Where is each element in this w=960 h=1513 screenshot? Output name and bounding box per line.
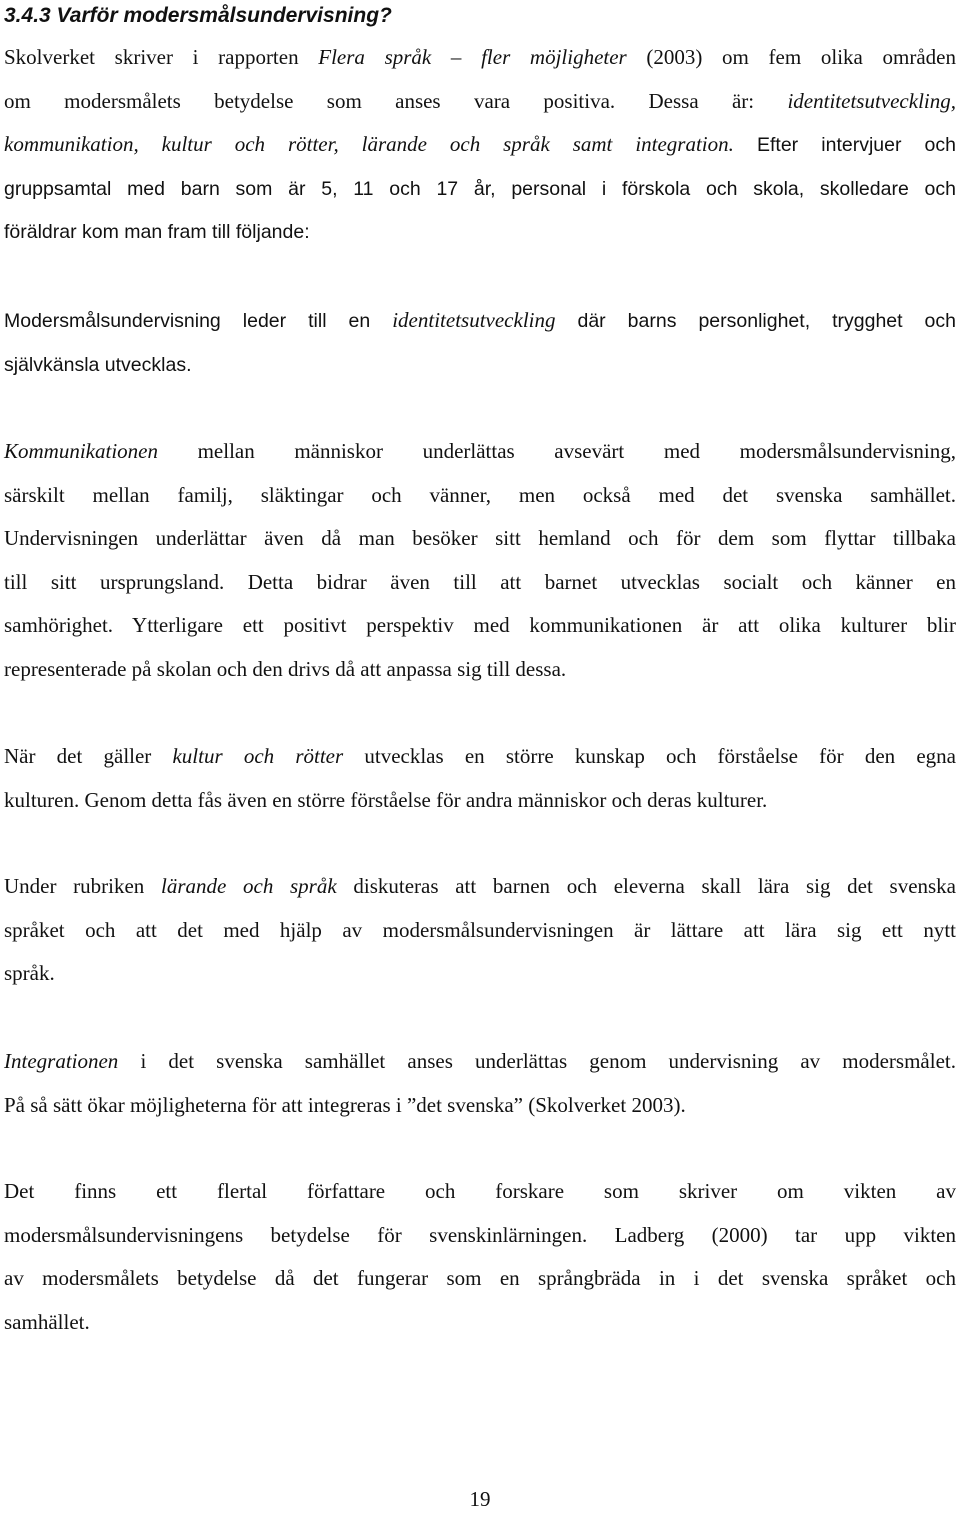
text-run: Under rubriken [4,874,161,898]
text-line [4,80,956,124]
text-line [4,1040,956,1084]
text-run: (2003) om fem olika områden [626,45,956,69]
text-line: samhället. [4,1309,90,1334]
paragraph-integration [4,1040,956,1127]
text-line: samhörighet. Ytterligare ett positivt perspektiv med kommunikationen är att olika kulturer blir [4,613,956,637]
text-run: där barns personlighet, trygghet och [555,310,956,332]
paragraph-intro [4,36,956,255]
text-line: gruppsamtal med barn som är 5, 11 och 17 år, personal i förskola och skola, skolledare och [4,177,956,200]
emphasis-term: kommunikation, kultur och rötter, lärande och språk samt integration. [4,132,734,156]
text-line: modersmålsundervisningens betydelse för svenskinlärningen. Ladberg (2000) tar upp vikten [4,1222,956,1247]
text-run: När det gäller [4,744,173,768]
text-line [4,735,956,779]
text-run: mellan människor underlättas avsevärt med modersmålsundervisning, [157,439,956,463]
paragraph-learning [4,865,956,996]
emphasis-term: kultur och rötter [172,744,344,768]
text-line [4,430,956,474]
paragraph-identity [4,299,956,387]
text-line: Undervisningen underlättar även då man besöker sitt hemland och för dem som flyttar tillbaka [4,526,956,550]
report-title: Flera språk – fler möjligheter [318,45,627,69]
text-line: särskilt mellan familj, släktingar och vänner, men också med det svenska samhället. [4,482,956,507]
text-line: språk. [4,961,55,985]
text-run: Skolverket skriver i rapporten [4,45,319,69]
text-line: av modersmålets betydelse då det fungerar som en språngbräda in i det svenska språket och [4,1266,956,1290]
text-run: diskuteras att barnen och eleverna skall lära sig det svenska [336,874,957,898]
text-run: Modersmålsundervisning leder till en [4,310,393,332]
paragraph-authors [4,1170,956,1344]
text-line: representerade på skolan och den drivs då att anpassa sig till dessa. [4,656,567,681]
paragraph-culture [4,735,956,822]
text-line: föräldrar kom man fram till följande: [4,221,310,243]
text-line [4,299,956,344]
text-run: om modersmålets betydelse som anses vara positiva. Dessa är: [4,88,788,113]
page-number: 19 [469,1487,491,1511]
emphasis-term: identitetsutveckling, [787,88,956,113]
emphasis-term: Kommunikationen [4,439,158,463]
text-line [4,123,956,168]
text-line [4,865,956,909]
text-line [4,36,956,80]
text-run: Efter intervjuer och [733,134,956,156]
text-line: självkänsla utvecklas. [4,353,192,376]
text-line: kulturen. Genom detta fås även en större förståelse för andra människor och deras kulturer. [4,787,768,812]
emphasis-term: lärande och språk [161,874,337,898]
text-line: Det finns ett flertal författare och forskare som skriver om vikten av [4,1179,956,1203]
text-line: till sitt ursprungsland. Detta bidrar även till att barnet utvecklas socialt och känner en [4,569,956,594]
text-run: i det svenska samhället anses underlättas genom undervisning av modersmålet. [118,1049,956,1073]
emphasis-term: Integrationen [4,1049,119,1073]
text-line: språket och att det med hjälp av modersmålsundervisningen är lättare att lära sig ett nytt [4,917,956,942]
text-run: utvecklas en större kunskap och förståelse för den egna [343,744,956,768]
section-heading: 3.4.3 Varför modersmålsundervisning? [4,4,392,27]
emphasis-term: identitetsutveckling [392,308,556,332]
text-line: På så sätt ökar möjligheterna för att integreras i ”det svenska” (Skolverket 2003). [4,1092,686,1117]
paragraph-communication [4,430,956,691]
